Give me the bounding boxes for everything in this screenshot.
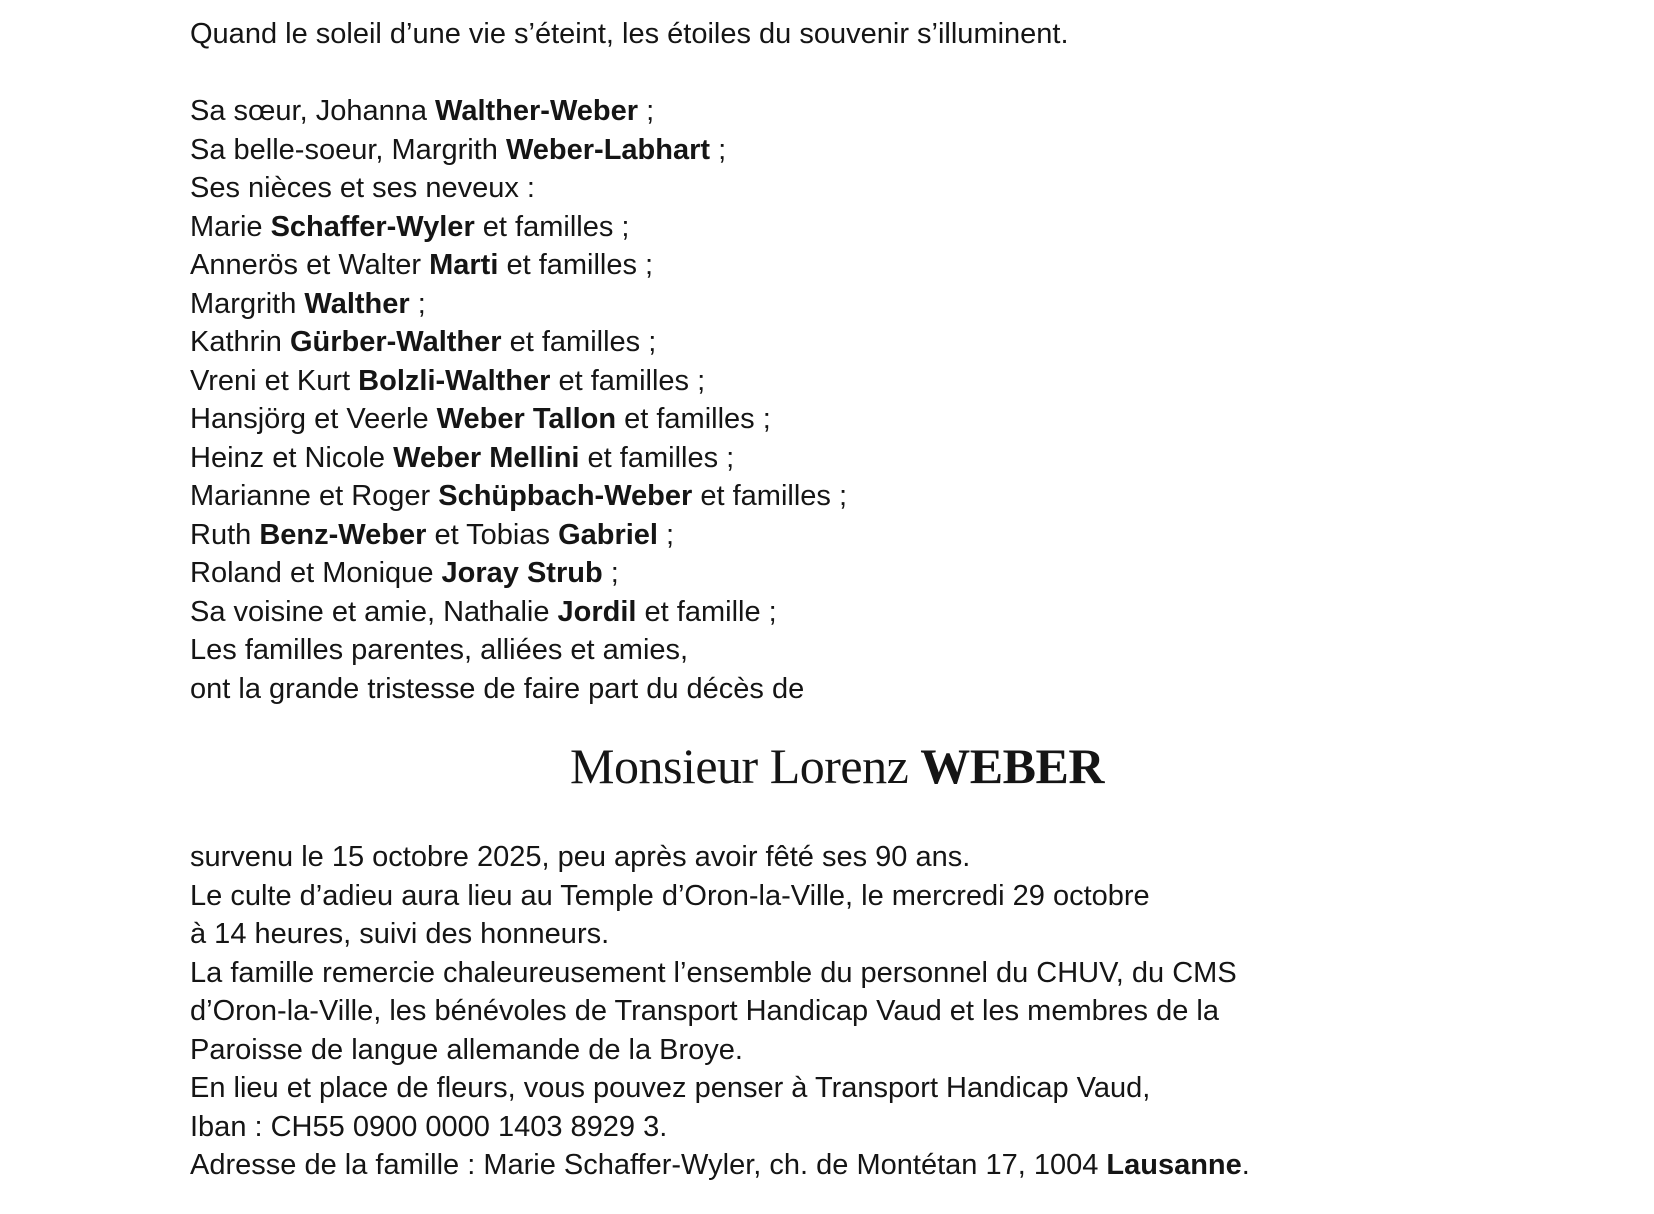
family-line (190, 439, 1484, 478)
suffix-text: et familles ; (579, 441, 735, 474)
family-name: Gürber-Walther (289, 326, 502, 358)
suffix-text: ; (638, 95, 655, 127)
family-line (190, 400, 1484, 439)
family-name: Weber-Labhart (505, 133, 711, 166)
family-line (190, 323, 1484, 362)
deceased-name-title (190, 734, 1484, 798)
relation-text: Sa belle-soeur, Margrith (190, 133, 506, 166)
family-line-sister (190, 92, 1484, 131)
suffix-text: et familles ; (692, 480, 848, 512)
death-date-line (190, 838, 1484, 877)
thanks-line-1 (190, 954, 1484, 993)
family-name: Bolzli-Walther (358, 364, 551, 397)
suffix-text: et familles ; (616, 403, 771, 435)
detail-text: survenu le 15 octobre 2025, peu après avoir fêté ses 90 ans. (190, 841, 971, 873)
family-name: Marti (429, 249, 499, 281)
thanks-line-3 (190, 1031, 1484, 1070)
announcement-details (190, 838, 1484, 1185)
connector-text: et Tobias (426, 518, 559, 551)
family-name: Weber Tallon (436, 403, 617, 435)
relation-text: Kathrin (190, 326, 290, 358)
relation-text: Marianne et Roger (190, 480, 439, 512)
relation-text: Vreni et Kurt (190, 364, 359, 397)
detail-text: En lieu et place de fleurs, vous pouvez penser à Transport Handicap Vaud, (190, 1072, 1151, 1104)
relation-text: Margrith (190, 287, 305, 320)
family-name: Gabriel (558, 518, 658, 551)
family-list (190, 92, 1484, 708)
relation-text: Marie (190, 210, 271, 243)
family-line-neighbor (190, 593, 1484, 632)
relation-text: Ruth (190, 518, 260, 551)
epigraph (190, 15, 1484, 54)
service-location-line (190, 877, 1484, 916)
family-line (190, 246, 1484, 285)
relation-text: Les familles parentes, alliées et amies, (190, 634, 689, 666)
family-name: Walther-Weber (435, 95, 639, 127)
epigraph-text: Quand le soleil d’une vie s’éteint, les étoiles du souvenir s’illuminent. (190, 18, 1069, 50)
detail-text: d’Oron-la-Ville, les bénévoles de Transport Handicap Vaud et les membres de la (190, 995, 1219, 1027)
relation-text: ont la grande tristesse de faire part du décès de (190, 672, 805, 705)
family-line-sister-in-law (190, 131, 1484, 170)
family-name: Walther (304, 287, 410, 320)
address-city: Lausanne (1106, 1149, 1242, 1181)
suffix-text: ; (602, 557, 619, 589)
family-line (190, 477, 1484, 516)
family-address-line (190, 1146, 1484, 1185)
family-name: Schaffer-Wyler (270, 210, 475, 243)
detail-text: . (1241, 1149, 1250, 1181)
announcement-lead-in (190, 670, 1484, 709)
suffix-text: et familles ; (550, 364, 706, 397)
detail-text: Adresse de la famille : Marie Schaffer-Wyler, ch. de Montétan 17, 1004 (190, 1149, 1107, 1181)
thanks-line-2 (190, 992, 1484, 1031)
detail-text: Iban : CH55 0900 0000 1403 8929 3. (190, 1110, 668, 1143)
detail-text: La famille remercie chaleureusement l’ensemble du personnel du CHUV, du CMS (190, 956, 1237, 989)
suffix-text: et familles ; (498, 249, 654, 281)
family-line (190, 208, 1484, 247)
family-name: Jordil (557, 595, 637, 628)
suffix-text: ; (710, 133, 727, 166)
relation-text: Ses nièces et ses neveux : (190, 172, 535, 204)
family-line (190, 554, 1484, 593)
suffix-text: et famille ; (636, 595, 777, 628)
family-line (190, 285, 1484, 324)
family-name: Schüpbach-Weber (438, 480, 693, 512)
donation-line (190, 1069, 1484, 1108)
family-name: Joray Strub (441, 557, 603, 589)
family-line-related-families (190, 631, 1484, 670)
suffix-text: ; (409, 287, 426, 320)
suffix-text: et familles ; (501, 326, 657, 358)
spacer (190, 54, 1484, 93)
family-line (190, 516, 1484, 555)
relation-text: Sa voisine et amie, Nathalie (190, 595, 558, 628)
relation-text: Hansjörg et Veerle (190, 403, 437, 435)
family-line (190, 362, 1484, 401)
detail-text: Paroisse de langue allemande de la Broye. (190, 1033, 743, 1066)
relation-text: Annerös et Walter (190, 249, 430, 281)
detail-text: Le culte d’adieu aura lieu au Temple d’Oron-la-Ville, le mercredi 29 octobre (190, 879, 1150, 912)
deceased-title-prefix: Monsieur Lorenz (570, 738, 921, 794)
service-time-line (190, 915, 1484, 954)
deceased-surname: WEBER (920, 738, 1104, 794)
relation-text: Roland et Monique (190, 557, 442, 589)
iban-line (190, 1108, 1484, 1147)
relation-text: Heinz et Nicole (190, 441, 394, 474)
detail-text: à 14 heures, suivi des honneurs. (190, 918, 610, 950)
suffix-text: ; (658, 518, 675, 551)
family-name: Benz-Weber (259, 518, 427, 551)
suffix-text: et familles ; (474, 210, 630, 243)
family-line-nieces-nephews-header (190, 169, 1484, 208)
relation-text: Sa sœur, Johanna (190, 95, 436, 127)
family-name: Weber Mellini (393, 441, 580, 474)
